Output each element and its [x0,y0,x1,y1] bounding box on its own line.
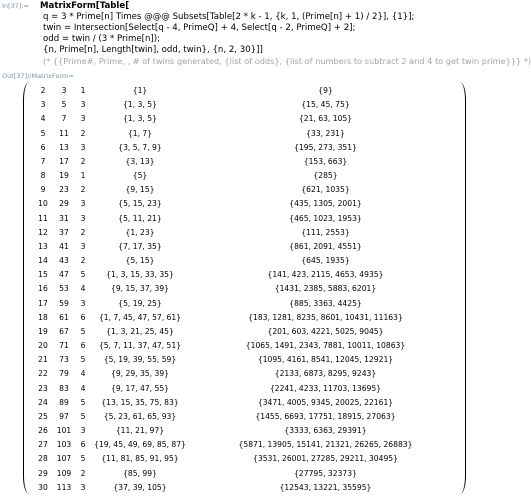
cell-twin-count: 4 [80,284,86,294]
matrix-row [0,411,474,423]
cell-twin-count: 5 [80,326,86,336]
cell-n: 16 [38,284,48,294]
cell-twin-count: 3 [80,142,86,152]
matrix-row [0,397,474,409]
cell-twin-count: 3 [80,241,86,251]
cell-odds: {5, 11, 21} [118,213,162,223]
cell-odds: {5} [132,171,148,181]
cell-prime: 59 [59,298,69,308]
cell-n: 28 [38,454,48,464]
cell-prime: 101 [56,426,72,436]
cell-prime: 61 [59,312,69,322]
cell-n: 30 [38,482,48,492]
cell-prime: 89 [59,397,69,407]
cell-n: 17 [38,298,48,308]
output-cell-label: Out[37]//MatrixForm= [2,72,74,80]
cell-prime: 5 [61,100,67,110]
cell-prime: 43 [59,256,69,266]
cell-twins: {153, 663} [303,156,348,166]
cell-twins: {141, 423, 2115, 4653, 4935} [267,270,384,280]
cell-odds: {7, 17, 35} [118,241,162,251]
cell-twin-count: 6 [80,341,86,351]
matrix-row [0,340,474,352]
cell-twins: {3471, 4005, 9345, 20025, 22161} [257,397,394,407]
cell-twins: {5871, 13905, 15141, 21321, 26265, 26883} [238,440,413,450]
matrix-row [0,298,474,310]
cell-twins: {885, 3363, 4425} [289,298,362,308]
cell-twin-count: 2 [80,468,86,478]
cell-twins: {195, 273, 351} [294,142,357,152]
cell-prime: 97 [59,411,69,421]
cell-n: 19 [38,326,48,336]
cell-twin-count: 4 [80,369,86,379]
cell-prime: 13 [59,142,69,152]
code-line: odd = twin / (3 * Prime[n]); [43,34,161,44]
cell-n: 15 [38,270,48,280]
matrix-row [0,213,474,225]
cell-twins: {621, 1035} [301,185,350,195]
cell-prime: 71 [59,341,69,351]
cell-n: 8 [40,171,46,181]
cell-n: 12 [38,227,48,237]
cell-twins: {15, 45, 75} [301,100,350,110]
matrix-row [0,482,474,494]
cell-odds: {1, 3, 21, 25, 45} [106,326,174,336]
cell-prime: 29 [59,199,69,209]
cell-prime: 11 [59,128,69,138]
cell-twins: {2241, 4233, 11703, 13695} [269,383,382,393]
cell-n: 3 [40,100,46,110]
cell-n: 6 [40,142,46,152]
matrix-row [0,170,474,182]
matrix-row [0,354,474,366]
cell-n: 14 [38,256,48,266]
cell-n: 4 [40,114,46,124]
cell-prime: 107 [56,454,72,464]
input-cell-label: In[37]:= [2,2,30,10]
matrix-row [0,383,474,395]
cell-odds: {9, 15, 37, 39} [111,284,169,294]
cell-twin-count: 3 [80,298,86,308]
cell-twins: {9} [318,86,333,95]
cell-n: 27 [38,440,48,450]
cell-twin-count: 6 [80,312,86,322]
matrix-row [0,468,474,480]
cell-odds: {5, 19, 39, 55, 59} [103,355,177,365]
cell-prime: 53 [59,284,69,294]
cell-twin-count: 3 [80,114,86,124]
cell-prime: 47 [59,270,69,280]
cell-odds: {11, 21, 97} [115,426,165,436]
cell-twins: {27795, 32373} [294,468,357,478]
cell-odds: {1, 3, 5} [123,100,157,110]
cell-odds: {1, 7, 45, 47, 57, 61} [98,312,182,322]
cell-twin-count: 3 [80,199,86,209]
matrix-row [0,439,474,451]
cell-odds: {1, 7} [127,128,153,138]
cell-odds: {3, 5, 7, 9} [118,142,162,152]
cell-prime: 37 [59,227,69,237]
cell-twins: {435, 1305, 2001} [289,199,362,209]
cell-n: 10 [38,199,48,209]
cell-twins: {201, 603, 4221, 5025, 9045} [267,326,384,336]
cell-odds: {5, 15, 23} [118,199,162,209]
matrix-row [0,99,474,111]
cell-odds: {13, 15, 35, 75, 83} [101,397,179,407]
cell-twins: {12543, 13221, 35595} [279,482,372,492]
cell-twin-count: 1 [80,171,86,181]
cell-n: 20 [38,341,48,351]
cell-prime: 83 [59,383,69,393]
matrix-row [0,85,474,97]
cell-odds: {3, 13} [125,156,155,166]
cell-n: 23 [38,383,48,393]
matrix-row [0,227,474,239]
matrix-row [0,326,474,338]
matrix-row [0,453,474,465]
code-comment: (* {{Prime#, Prime, , # of twins generated, {list of odds}, {list of numbers to subtract 2 and 4 to get twin prime}}} *) [43,56,531,66]
cell-twin-count: 4 [80,383,86,393]
code-line: MatrixForm[Table[ [40,1,130,11]
cell-twins: {2133, 6873, 8295, 9243} [274,369,377,379]
cell-n: 29 [38,468,48,478]
matrix-row [0,184,474,196]
cell-prime: 109 [56,468,72,478]
cell-twin-count: 2 [80,128,86,138]
matrix-row [0,198,474,210]
cell-odds: {1, 3, 15, 33, 35} [106,270,174,280]
cell-prime: 3 [61,86,67,95]
cell-twins: {1095, 4161, 8541, 12045, 12921} [257,355,394,365]
cell-twin-count: 5 [80,411,86,421]
cell-prime: 103 [56,440,72,450]
cell-n: 18 [38,312,48,322]
cell-prime: 23 [59,185,69,195]
cell-odds: {5, 19, 25} [118,298,162,308]
cell-twin-count: 3 [80,426,86,436]
cell-twin-count: 3 [80,213,86,223]
cell-n: 22 [38,369,48,379]
cell-n: 2 [40,86,46,95]
cell-n: 25 [38,411,48,421]
matrix-row [0,255,474,267]
cell-twin-count: 2 [80,256,86,266]
cell-twin-count: 2 [80,185,86,195]
cell-twins: {111, 2553} [301,227,350,237]
cell-twins: {645, 1935} [301,256,350,266]
cell-odds: {1} [132,86,148,95]
cell-prime: 19 [59,171,69,181]
cell-n: 26 [38,426,48,436]
cell-twin-count: 2 [80,156,86,166]
code-line: twin = Intersection[Select[q - 4, PrimeQ] + 4, Select[q - 2, PrimeQ] + 2]; [43,23,356,33]
cell-odds: {9, 17, 47, 55} [111,383,169,393]
matrix-row [0,312,474,324]
cell-n: 13 [38,241,48,251]
cell-odds: {85, 99} [123,468,157,478]
cell-n: 7 [40,156,46,166]
cell-twins: {33, 231} [306,128,345,138]
cell-twin-count: 3 [80,100,86,110]
cell-prime: 79 [59,369,69,379]
cell-prime: 17 [59,156,69,166]
cell-twin-count: 6 [80,440,86,450]
cell-twins: {3333, 6363, 29391} [284,426,367,436]
cell-odds: {1, 3, 5} [123,114,157,124]
cell-twins: {183, 1281, 8235, 8601, 10431, 11163} [248,312,403,322]
cell-odds: {19, 45, 49, 69, 85, 87} [94,440,186,450]
cell-prime: 67 [59,326,69,336]
cell-twins: {1431, 2385, 5883, 6201} [274,284,377,294]
cell-twin-count: 3 [80,482,86,492]
cell-twin-count: 5 [80,270,86,280]
cell-prime: 73 [59,355,69,365]
cell-twins: {1455, 6693, 17751, 18915, 27063} [255,411,396,421]
matrix-row [0,425,474,437]
cell-twins: {465, 1023, 1953} [289,213,362,223]
cell-twin-count: 5 [80,355,86,365]
cell-twins: {21, 63, 105} [298,114,353,124]
matrix-row [0,269,474,281]
matrix-row [0,142,474,154]
cell-twin-count: 2 [80,227,86,237]
cell-prime: 113 [56,482,72,492]
cell-twins: {861, 2091, 4551} [289,241,362,251]
cell-twin-count: 5 [80,454,86,464]
cell-prime: 7 [61,114,67,124]
code-line: {n, Prime[n], Length[twin], odd, twin}, {n, 2, 30}]] [43,45,263,55]
cell-twin-count: 5 [80,397,86,407]
matrix-row [0,283,474,295]
cell-odds: {37, 39, 105} [113,482,167,492]
matrix-row [0,128,474,140]
cell-twins: {1065, 1491, 2343, 7881, 10011, 10863} [245,341,406,351]
cell-n: 11 [38,213,48,223]
cell-odds: {1, 23} [125,227,155,237]
cell-n: 24 [38,397,48,407]
cell-odds: {5, 7, 11, 37, 47, 51} [98,341,182,351]
matrix-row [0,156,474,168]
matrix-row [0,368,474,380]
cell-odds: {9, 29, 35, 39} [111,369,169,379]
input-cell[interactable] [40,1,531,67]
cell-twins: {3531, 26001, 27285, 29211, 30495} [253,454,398,464]
matrix-row [0,113,474,125]
matrix-row [0,241,474,253]
cell-n: 5 [40,128,46,138]
cell-odds: {9, 15} [125,185,155,195]
cell-odds: {11, 81, 85, 91, 95} [101,454,179,464]
cell-prime: 31 [59,213,69,223]
cell-odds: {5, 15} [125,256,155,266]
code-line: q = 3 * Prime[n] Times @@@ Subsets[Table[2 * k - 1, {k, 1, (Prime[n] + 1) / 2}], {1}]; [43,12,415,22]
cell-odds: {5, 23, 61, 65, 93} [103,411,177,421]
cell-prime: 41 [59,241,69,251]
cell-twins: {285} [313,171,338,181]
cell-twin-count: 1 [80,86,86,95]
cell-n: 9 [40,185,46,195]
cell-n: 21 [38,355,48,365]
